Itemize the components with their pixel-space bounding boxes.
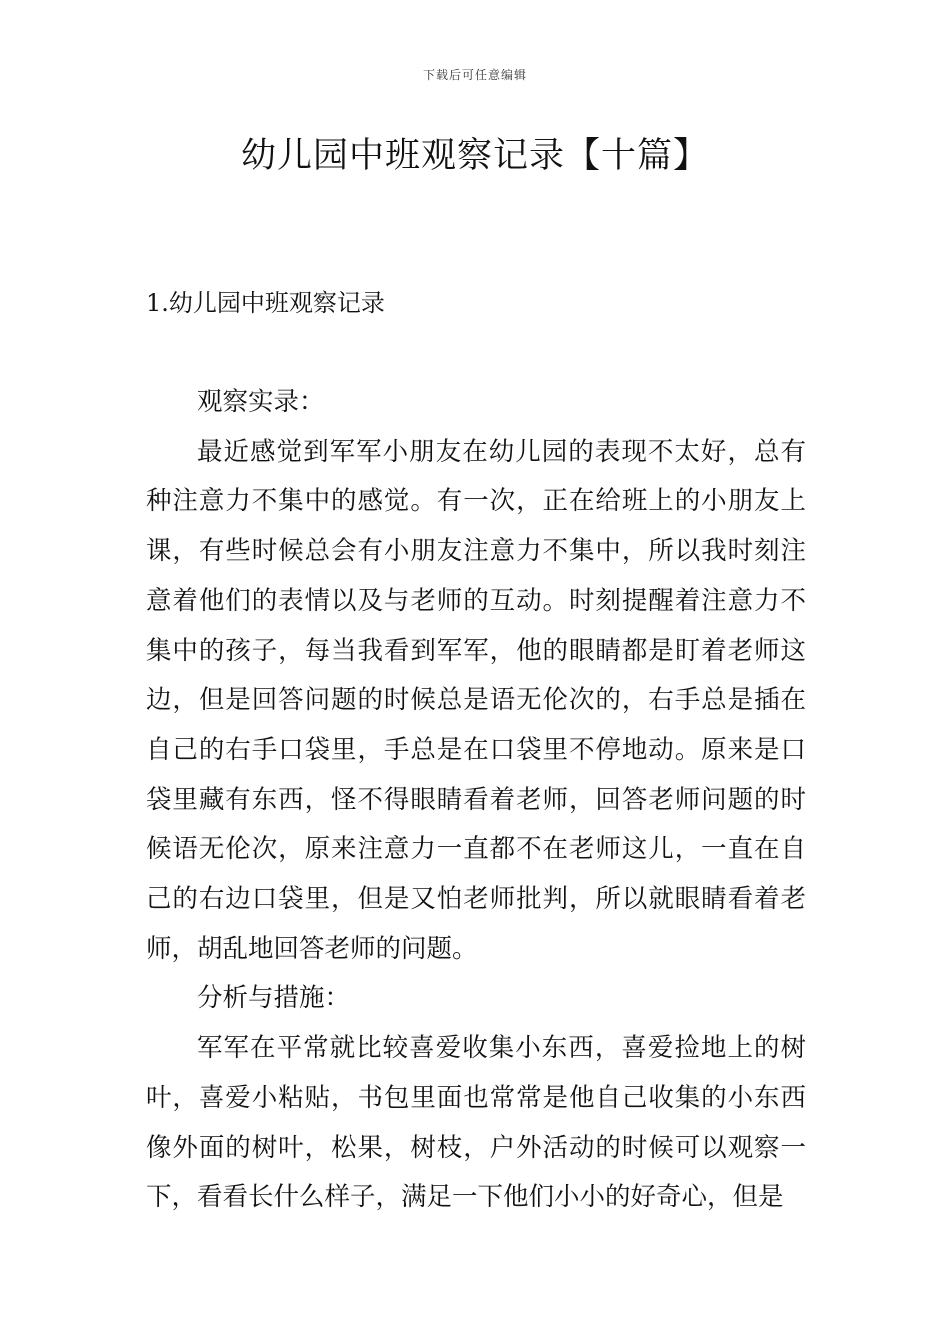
document-body — [146, 378, 806, 1223]
paragraph-analysis-text: 军军在平常就比较喜爱收集小东西，喜爱捡地上的树叶，喜爱小粘贴，书包里面也常常是他自己收集的小东西像外面的树叶，松果，树枝，户外活动的时候可以观察一下，看看长什么样子，满足一下他们小小的好奇心，但是 — [146, 1033, 806, 1213]
header-note: 下载后可任意编辑 — [422, 68, 527, 82]
paragraph-observation-text: 最近感觉到军军小朋友在幼儿园的表现不太好，总有种注意力不集中的感觉。有一次，正在给班上的小朋友上课，有些时候总会有小朋友注意力不集中，所以我时刻注意着他们的表情以及与老师的互动。时刻提醒着注意力不集中的孩子，每当我看到军军，他的眼睛都是盯着老师这边，但是回答问题的时候总是语无伦次的，右手总是插在自己的右手口袋里，手总是在口袋里不停地动。原来是口袋里藏有东西，怪不得眼睛看着老师，回答老师问题的时候语无伦次，原来注意力一直都不在老师这儿，一直在自己的右边口袋里，但是又怕老师批判，所以就眼睛看着老师，胡乱地回答老师的问题。 — [146, 436, 806, 964]
section-heading: 1.幼儿园中班观察记录 — [146, 289, 385, 317]
paragraph-observation-label: 观察实录： — [197, 387, 325, 417]
paragraph-analysis-label: 分析与措施： — [197, 983, 351, 1014]
page-title: 幼儿园中班观察记录【十篇】 — [240, 136, 709, 176]
